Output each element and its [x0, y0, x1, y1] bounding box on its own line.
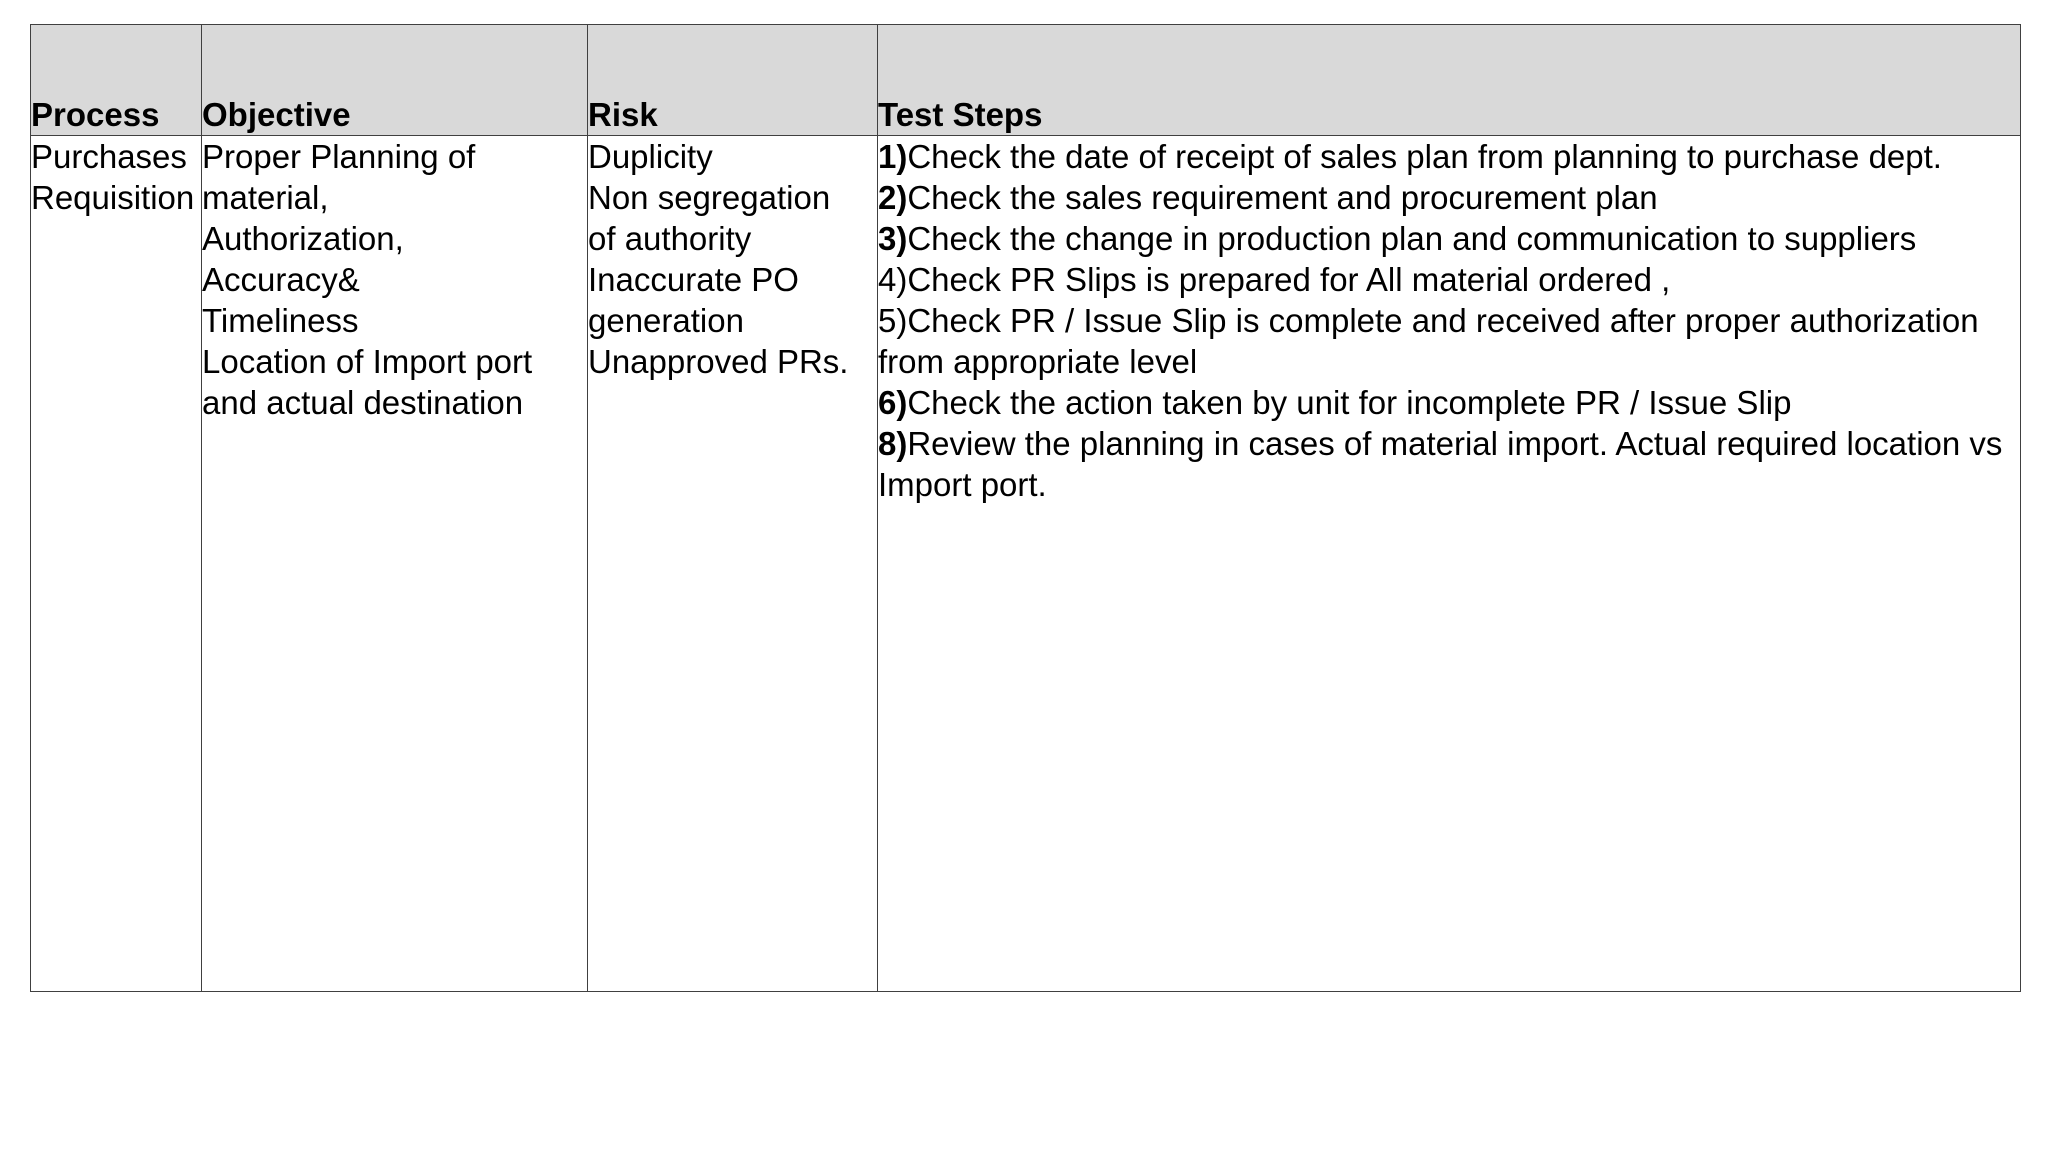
objective-line: material,	[202, 179, 329, 216]
objective-line: and actual destination	[202, 384, 524, 421]
test-step	[878, 259, 2020, 300]
test-step-text: Check PR / Issue Slip is complete and received after proper authorization from appropriate level	[878, 302, 1979, 380]
risk-line: Inaccurate PO	[588, 261, 799, 298]
test-step-number: 2)	[878, 179, 908, 216]
objective-line: Proper Planning of	[202, 138, 476, 175]
objective-line: Authorization,	[202, 220, 404, 257]
test-step	[878, 136, 2020, 177]
cell-risk	[588, 136, 878, 992]
test-step	[878, 177, 2020, 218]
risk-line: of authority	[588, 220, 752, 257]
test-step-number: 1)	[878, 138, 908, 175]
objective-line: Location of Import port	[202, 343, 533, 380]
table-header-row	[31, 25, 2021, 136]
test-step-text: Check the change in production plan and communication to suppliers	[907, 220, 1917, 257]
test-step-number: 5)	[878, 302, 908, 339]
test-step-text: Review the planning in cases of material import. Actual required location vs Import port.	[878, 425, 2003, 503]
objective-line: Timeliness	[202, 302, 359, 339]
test-step	[878, 300, 2020, 382]
cell-test-steps	[878, 136, 2021, 992]
risk-line: Duplicity	[588, 138, 713, 175]
test-step	[878, 382, 2020, 423]
test-step-text: Check PR Slips is prepared for All material ordered ,	[907, 261, 1671, 298]
test-step	[878, 423, 2020, 505]
test-step-number: 4)	[878, 261, 908, 298]
test-step-text: Check the action taken by unit for incomplete PR / Issue Slip	[907, 384, 1792, 421]
cell-process	[31, 136, 202, 992]
test-step-text: Check the sales requirement and procurement plan	[907, 179, 1658, 216]
objective-line: Accuracy&	[202, 261, 360, 298]
test-step	[878, 218, 2020, 259]
risk-line: Non segregation	[588, 179, 831, 216]
header-objective: Objective	[202, 25, 588, 136]
table-row	[31, 136, 2021, 992]
cell-objective	[202, 136, 588, 992]
test-step-number: 8)	[878, 425, 908, 462]
process-line: Purchases	[31, 138, 187, 175]
header-risk: Risk	[588, 25, 878, 136]
test-step-number: 6)	[878, 384, 908, 421]
header-test-steps: Test Steps	[878, 25, 2021, 136]
test-step-number: 3)	[878, 220, 908, 257]
risk-line: generation	[588, 302, 744, 339]
process-line: Requisition	[31, 179, 195, 216]
audit-program-table	[30, 24, 2021, 992]
header-process: Process	[31, 25, 202, 136]
test-step-text: Check the date of receipt of sales plan from planning to purchase dept.	[907, 138, 1942, 175]
risk-line: Unapproved PRs.	[588, 343, 849, 380]
